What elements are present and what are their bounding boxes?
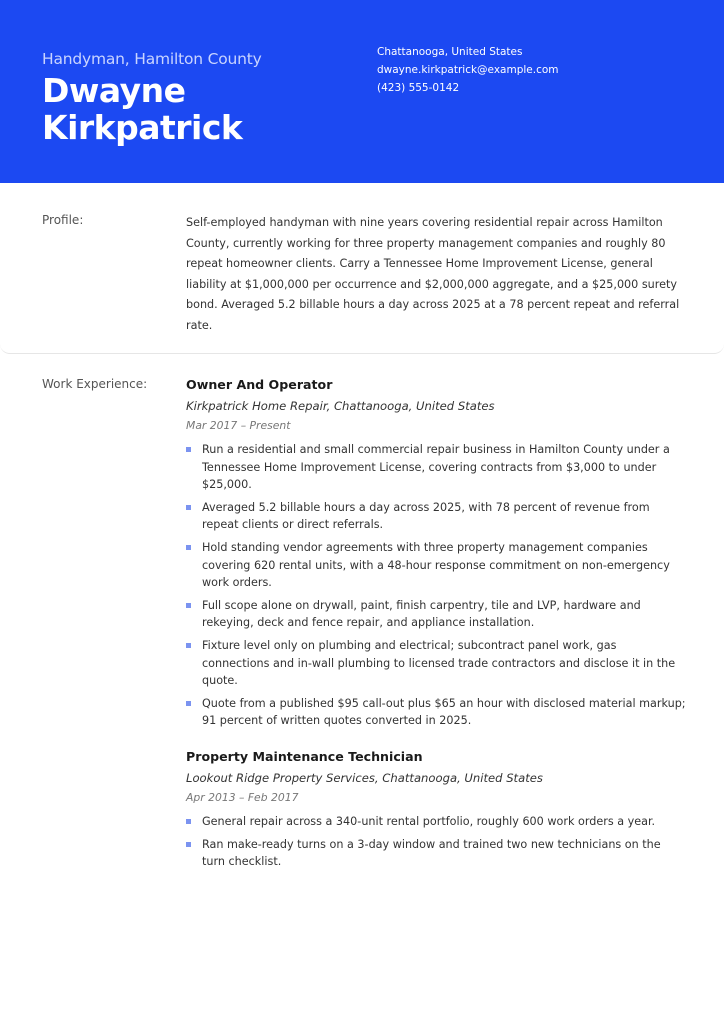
bullet-item: Hold standing vendor agreements with three property management companies covering 620 rental units, with a 48-hour response commitment on non-emergency work orders. — [186, 539, 686, 592]
job-entry — [186, 376, 686, 735]
candidate-name: Dwayne Kirkpatrick — [42, 71, 243, 147]
bullet-item: Fixture level only on plumbing and electrical; subcontract panel work, gas connections and in-wall plumbing to licensed trade contractors and disclose it in the quote. — [186, 637, 686, 690]
location-text: Chattanooga, United States — [377, 46, 523, 58]
job-headline: Handyman, Hamilton County — [42, 50, 262, 68]
profile-summary: Self-employed handyman with nine years covering residential repair across Hamilton County, currently working for three property management companies and roughly 80 repeat homeowner clients. Carry a Tennessee Home Improvement License, general liability at $1,000,000 per occurrence and $2,000,000 aggregate, and a $25,000 surety bond. Averaged 5.2 billable hours a day across 2025 at a 78 percent repeat and referral rate. — [186, 216, 680, 332]
job-bullets — [186, 813, 686, 871]
job-title: Owner And Operator — [186, 377, 333, 392]
job-company: Lookout Ridge Property Services, Chattanooga, United States — [186, 771, 543, 785]
job-company: Kirkpatrick Home Repair, Chattanooga, United States — [186, 399, 495, 413]
bullet-item: Averaged 5.2 billable hours a day across 2025, with 78 percent of revenue from repeat clients or direct referrals. — [186, 499, 686, 534]
email-text: dwayne.kirkpatrick@example.com — [377, 64, 559, 76]
job-bullets — [186, 441, 686, 730]
bullet-item: Full scope alone on drywall, paint, finish carpentry, tile and LVP, hardware and rekeying, deck and fence repair, and appliance installation. — [186, 597, 686, 632]
phone-text: (423) 555-0142 — [377, 82, 460, 94]
resume-header — [0, 0, 724, 183]
profile-label: Profile: — [42, 213, 84, 227]
job-entry — [186, 748, 686, 876]
bullet-item: General repair across a 340-unit rental portfolio, roughly 600 work orders a year. — [186, 813, 686, 831]
work-experience-label: Work Experience: — [42, 377, 148, 391]
bullet-item: Quote from a published $95 call-out plus $65 an hour with disclosed material markup; 91 percent of written quotes converted in 2025. — [186, 695, 686, 730]
job-dates: Apr 2013 – Feb 2017 — [186, 791, 299, 804]
job-title: Property Maintenance Technician — [186, 749, 423, 764]
bullet-item: Run a residential and small commercial repair business in Hamilton County under a Tennessee Home Improvement License, covering contracts from $3,000 to under $25,000. — [186, 441, 686, 494]
job-dates: Mar 2017 – Present — [186, 419, 291, 432]
bullet-item: Ran make-ready turns on a 3-day window and trained two new technicians on the turn checklist. — [186, 836, 686, 871]
contact-info — [377, 43, 559, 97]
